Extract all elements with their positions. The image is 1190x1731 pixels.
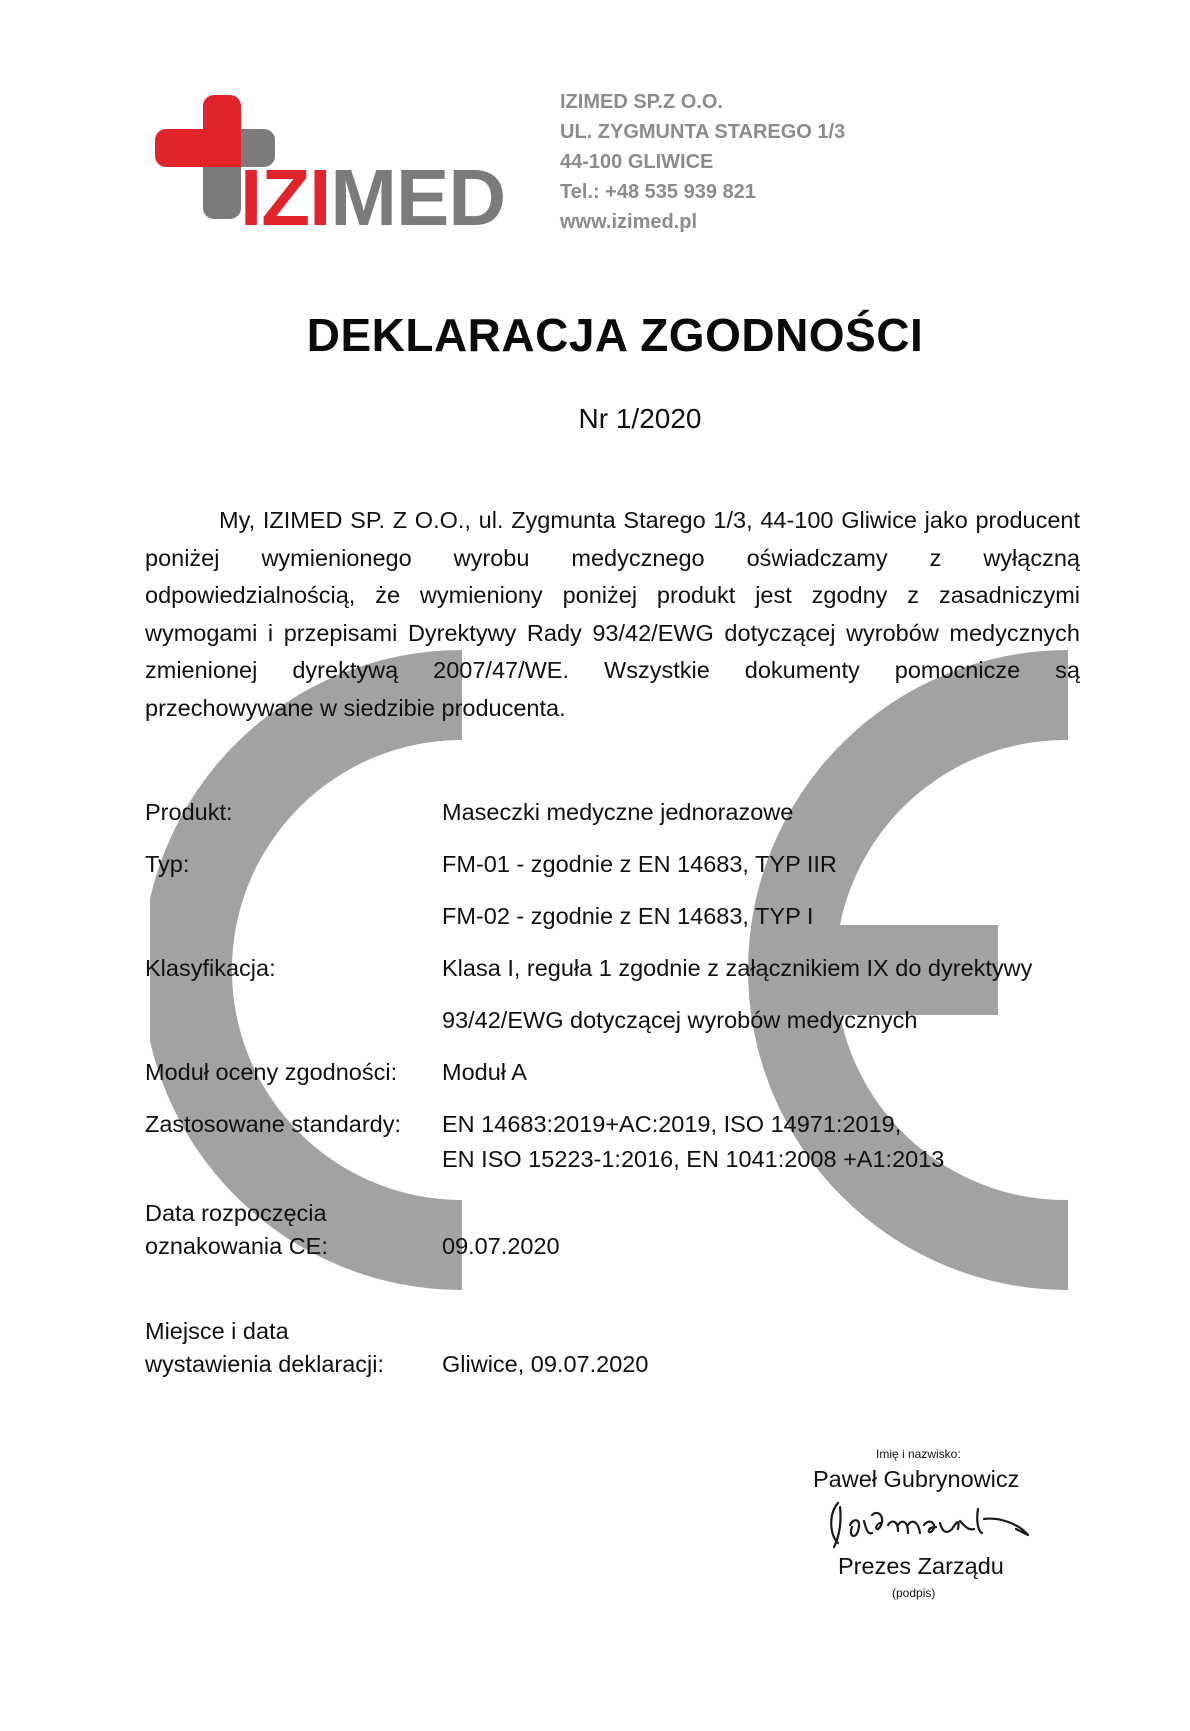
logo-text-izi: IZI	[240, 153, 331, 242]
standards-label: Zastosowane standardy:	[145, 1111, 402, 1137]
place-date-label-line2: wystawienia deklaracji:	[145, 1351, 385, 1377]
document-title: DEKLARACJA ZGODNOŚCI	[306, 309, 924, 361]
logo-text-med: MED	[330, 153, 506, 242]
standards-value-line1: EN 14683:2019+AC:2019, ISO 14971:2019,	[442, 1111, 902, 1137]
company-address-block	[560, 87, 845, 237]
company-website: www.izimed.pl	[560, 211, 698, 233]
module-value: Moduł A	[442, 1059, 527, 1085]
ce-date-label-line1: Data rozpoczęcia	[145, 1200, 327, 1226]
company-street: UL. ZYGMUNTA STAREGO 1/3	[560, 121, 846, 143]
place-date-label-line1: Miejsce i data	[145, 1318, 289, 1344]
signature-caption: (podpis)	[892, 1586, 936, 1600]
type-value-fm02: FM-02 - zgodnie z EN 14683, TYP I	[442, 903, 814, 929]
company-phone: Tel.: +48 535 939 821	[560, 181, 756, 203]
company-name: IZIMED SP.Z O.O.	[560, 91, 723, 113]
document-number: Nr 1/2020	[578, 403, 702, 434]
product-label: Produkt:	[145, 799, 233, 825]
name-caption: Imię i nazwisko:	[876, 1447, 961, 1461]
classification-label: Klasyfikacja:	[145, 955, 276, 981]
signer-role: Prezes Zarządu	[838, 1553, 1004, 1579]
signer-name: Paweł Gubrynowicz	[813, 1466, 1020, 1492]
type-value-fm01: FM-01 - zgodnie z EN 14683, TYP IIR	[442, 851, 837, 877]
ce-date-value: 09.07.2020	[442, 1233, 560, 1259]
standards-value-line2: EN ISO 15223-1:2016, EN 1041:2008 +A1:2013	[442, 1146, 945, 1172]
company-city: 44-100 GLIWICE	[560, 151, 714, 173]
place-date-value: Gliwice, 09.07.2020	[442, 1351, 649, 1377]
module-label: Moduł oceny zgodności:	[145, 1059, 398, 1085]
handwritten-signature	[828, 1495, 1038, 1550]
classification-value-line1: Klasa I, reguła 1 zgodnie z załącznikiem IX do dyrektywy	[442, 955, 1033, 981]
type-label: Typ:	[145, 851, 190, 877]
declaration-paragraph: My, IZIMED SP. Z O.O., ul. Zygmunta Starego 1/3, 44-100 Gliwice jako producent poniżej wymienionego wyrobu medycznego oświadczamy z wyłączną odpowiedzialnością, że wymieniony poniżej produkt jest zgodny z zasadniczymi wymogami i przepisami Dyrektywy Rady 93/42/EWG dotyczącej wyrobów medycznych zmienionej dyrektywą 2007/47/WE. Wszystkie dokumenty pomocnicze są przechowywane w siedzibie producenta.	[145, 507, 1080, 721]
ce-date-label-line2: oznakowania CE:	[145, 1233, 328, 1259]
logo-wordmark	[240, 153, 506, 242]
classification-value-line2: 93/42/EWG dotyczącej wyrobów medycznych	[442, 1007, 918, 1033]
product-value: Maseczki medyczne jednorazowe	[442, 799, 794, 825]
